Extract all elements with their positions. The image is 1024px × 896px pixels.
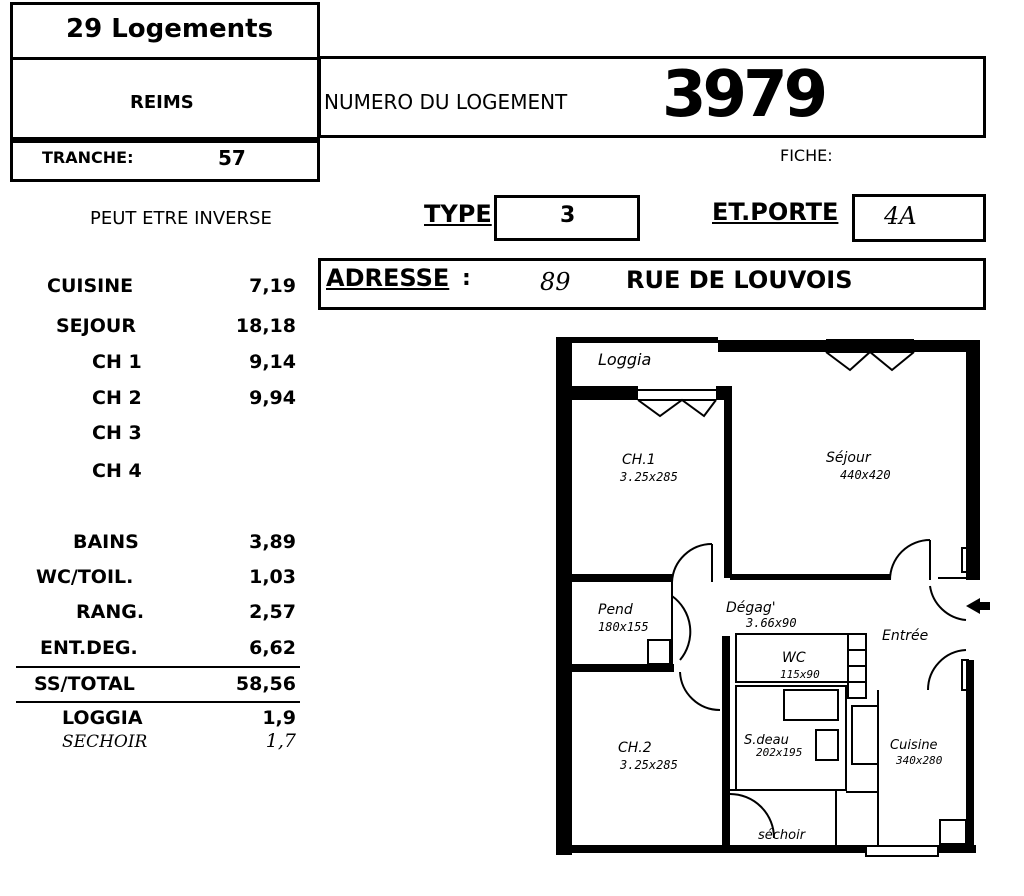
plan-sejour-dim: 440x420 <box>840 468 891 482</box>
surface-value: 1,03 <box>249 566 296 588</box>
surface-value: 18,18 <box>235 315 296 337</box>
type-value: 3 <box>560 203 576 228</box>
tranche-label: TRANCHE: <box>42 148 134 167</box>
etporte-value: 4A <box>884 202 917 230</box>
plan-degag-dim: 3.66x90 <box>746 616 797 630</box>
tranche-value: 57 <box>218 146 246 170</box>
plan-cuisine-label: Cuisine <box>890 738 938 753</box>
plan-ch2-dim: 3.25x285 <box>620 758 678 772</box>
surface-value: 2,57 <box>249 601 296 623</box>
surface-label: CH 1 <box>92 351 142 373</box>
plan-ch2-label: CH.2 <box>618 740 652 756</box>
plan-entree-label: Entrée <box>882 628 929 644</box>
surface-label: CUISINE <box>47 275 134 297</box>
adresse-street: RUE DE LOUVOIS <box>626 266 853 294</box>
etporte-label: ET.PORTE <box>712 198 839 226</box>
plan-wc-label: WC <box>782 650 806 666</box>
extra-label: LOGGIA <box>62 707 143 729</box>
surface-value: 7,19 <box>249 275 296 297</box>
surface-value: 3,89 <box>249 531 296 553</box>
page-title: 29 Logements <box>66 14 274 44</box>
type-label: TYPE <box>424 200 492 228</box>
plan-sdeau-label: S.deau <box>744 733 789 748</box>
surface-label: WC/TOIL. <box>36 566 134 588</box>
plan-sdeau-dim: 202x195 <box>756 746 803 759</box>
adresse-colon: : <box>462 266 471 291</box>
surface-label: RANG. <box>76 601 145 623</box>
city-label: REIMS <box>130 92 194 113</box>
plan-ch1-dim: 3.25x285 <box>620 470 678 484</box>
subtotal-value: 58,56 <box>235 673 296 695</box>
wall-top-loggia <box>556 337 718 343</box>
surface-label: SEJOUR <box>56 315 136 337</box>
wall-loggia-bottom <box>556 386 638 400</box>
surface-value: 9,14 <box>249 351 296 373</box>
extra-value: 1,7 <box>265 730 296 752</box>
plan-pend-dim: 180x155 <box>598 620 649 634</box>
subtotal-label: SS/TOTAL <box>34 673 135 695</box>
surface-label: BAINS <box>73 531 139 553</box>
plan-degag-label: Dégag' <box>726 600 776 616</box>
surface-label: CH 3 <box>92 422 142 444</box>
numero-value: 3979 <box>662 58 825 132</box>
numero-label: NUMERO DU LOGEMENT <box>324 90 568 114</box>
surface-label: CH 4 <box>92 460 142 482</box>
adresse-label: ADRESSE <box>326 264 450 292</box>
plan-loggia-label: Loggia <box>598 350 652 369</box>
fiche-label: FICHE: <box>780 146 833 165</box>
wall-top-main <box>718 340 980 352</box>
plan-sejour-label: Séjour <box>826 450 871 466</box>
surface-value: 6,62 <box>249 637 296 659</box>
surface-label: CH 2 <box>92 387 142 409</box>
wall-right <box>966 340 980 580</box>
surface-label: ENT.DEG. <box>40 637 138 659</box>
adresse-number: 89 <box>540 268 571 296</box>
extra-value: 1,9 <box>262 707 296 729</box>
plan-cuisine-dim: 340x280 <box>896 754 943 767</box>
peut-etre-inverse: PEUT ETRE INVERSE <box>90 208 272 229</box>
plan-pend-label: Pend <box>598 602 633 618</box>
plan-sechoir-label: séchoir <box>758 828 806 843</box>
extra-label: SECHOIR <box>62 732 148 752</box>
plan-ch1-label: CH.1 <box>622 452 656 468</box>
surface-value: 9,94 <box>249 387 296 409</box>
plan-wc-dim: 115x90 <box>780 668 820 681</box>
